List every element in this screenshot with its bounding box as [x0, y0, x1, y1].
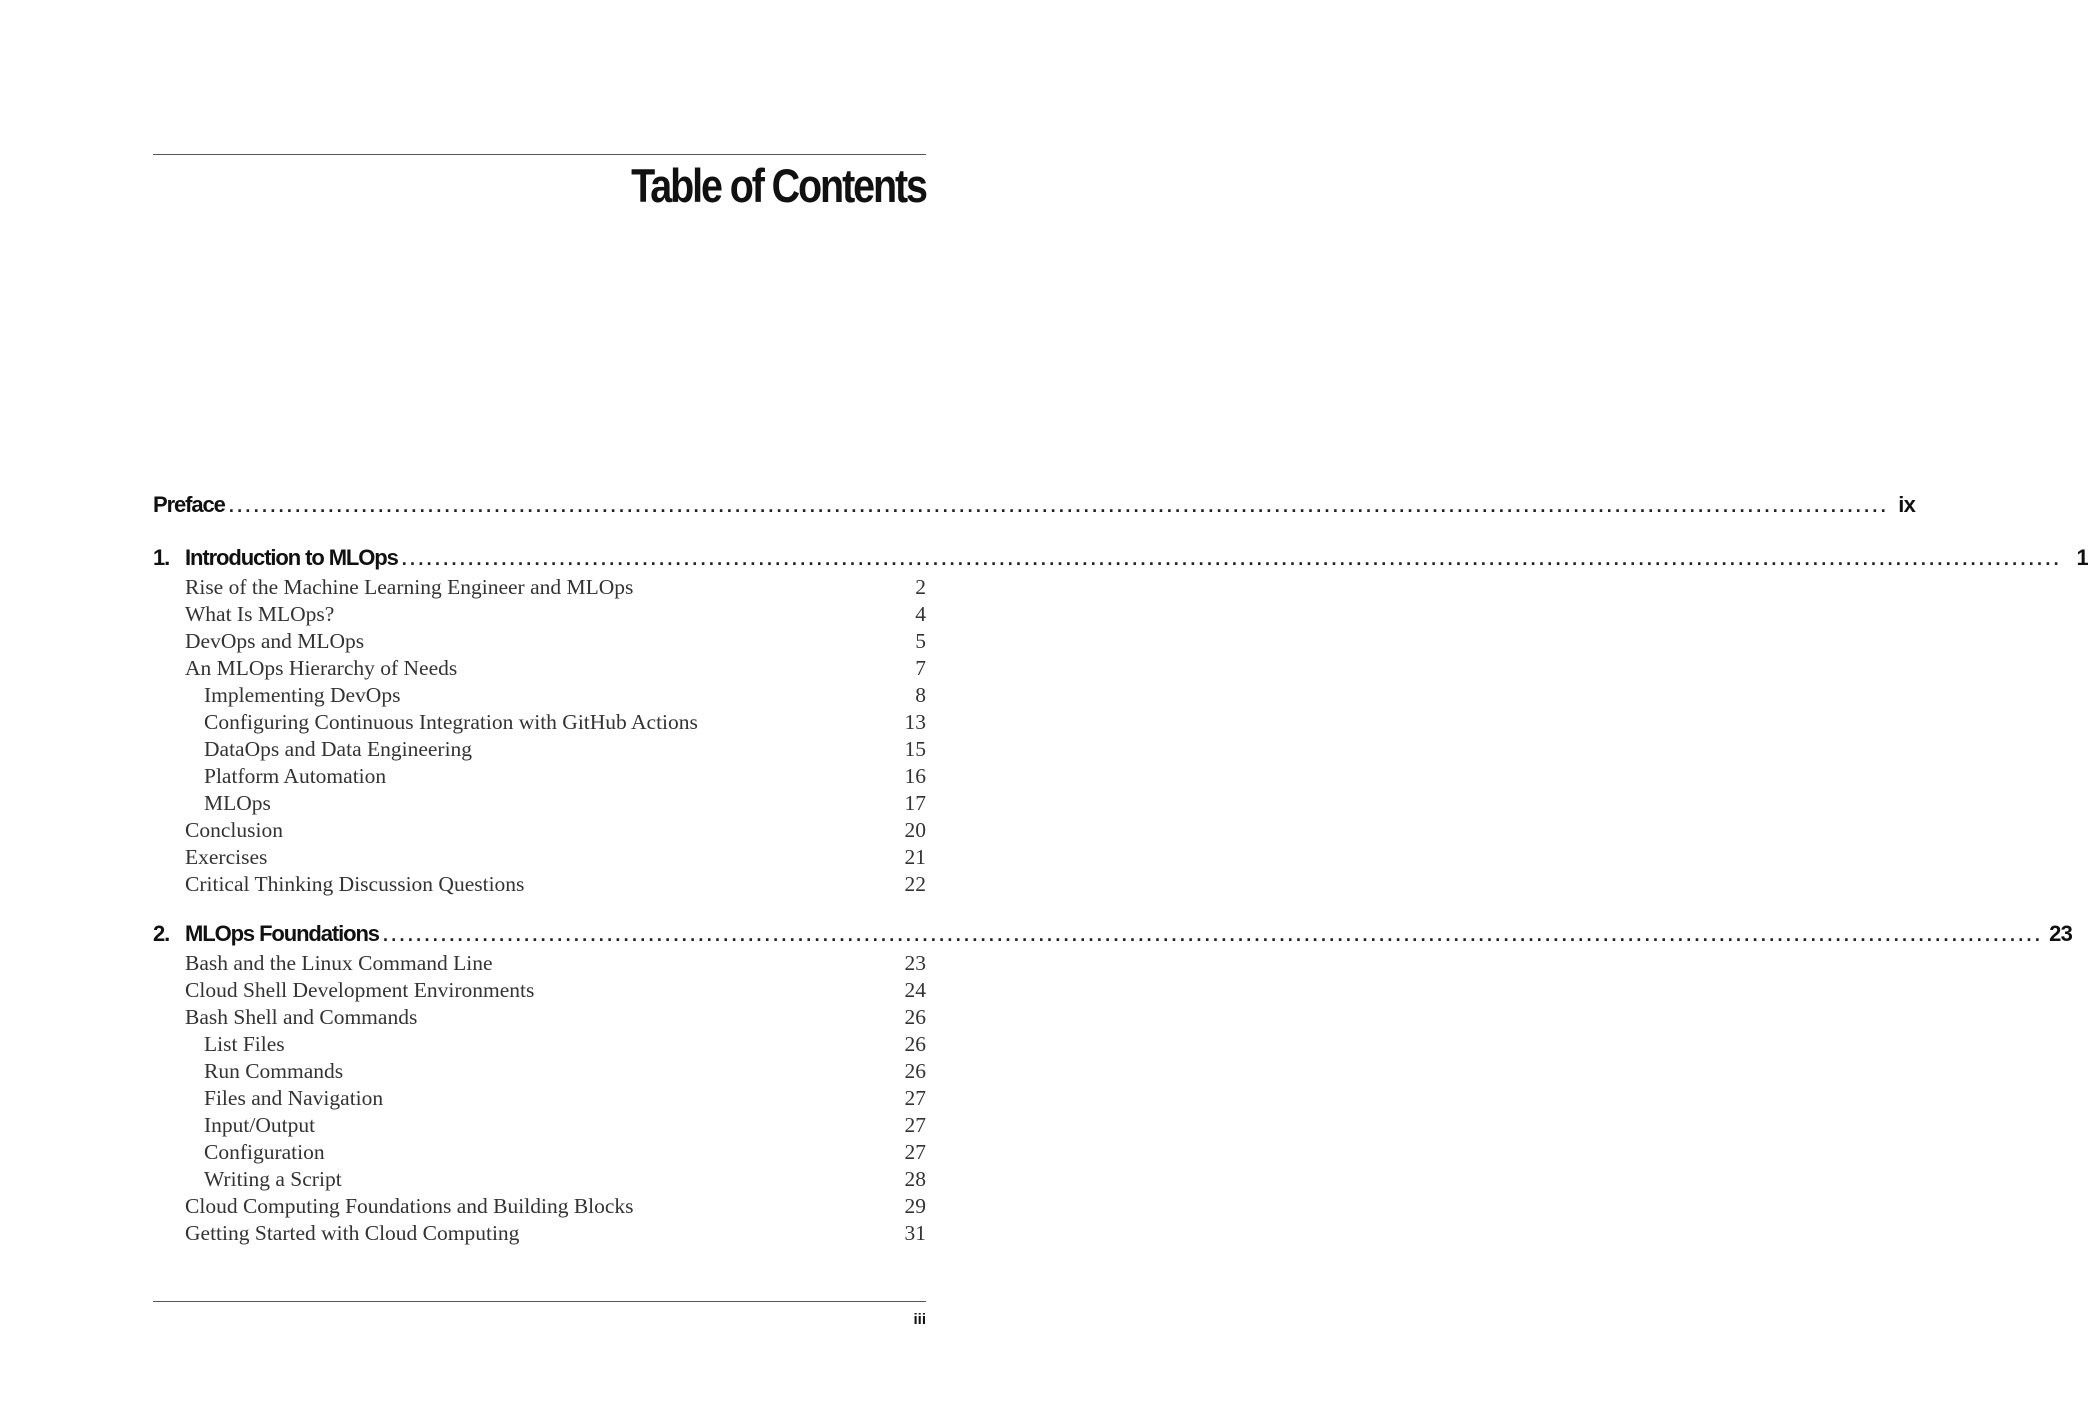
section-page: 20: [904, 818, 926, 842]
toc-subsection[interactable]: [153, 1086, 926, 1113]
subsection-title: Files and Navigation: [204, 1086, 384, 1110]
subsection-page: 8: [915, 683, 926, 707]
section-title: DevOps and MLOps: [185, 629, 365, 653]
toc-subsection[interactable]: [153, 791, 926, 818]
subsection-title: Input/Output: [204, 1113, 316, 1137]
toc-section[interactable]: [153, 845, 926, 872]
subsection-page: 27: [904, 1086, 926, 1110]
section-title: Bash Shell and Commands: [185, 1005, 418, 1029]
section-page: 5: [915, 629, 926, 653]
section-title: Conclusion: [185, 818, 283, 842]
subsection-page: 15: [904, 737, 926, 761]
section-page: 29: [904, 1194, 926, 1218]
subsection-title: Platform Automation: [204, 764, 387, 788]
toc-section[interactable]: [153, 978, 926, 1005]
section-page: 24: [904, 978, 926, 1002]
section-page: 22: [904, 872, 926, 896]
toc-section[interactable]: [153, 818, 926, 845]
section-page: 31: [904, 1221, 926, 1245]
subsection-title: Run Commands: [204, 1059, 344, 1083]
toc-section[interactable]: [153, 1194, 926, 1221]
subsection-title: MLOps: [204, 791, 271, 815]
subsection-title: List Files: [204, 1032, 285, 1056]
subsection-page: 26: [904, 1032, 926, 1056]
toc-subsection[interactable]: [153, 1059, 926, 1086]
section-title: Bash and the Linux Command Line: [185, 951, 493, 975]
toc-entry-preface[interactable]: [153, 492, 1916, 519]
toc-subsection[interactable]: [153, 1167, 926, 1194]
toc-chapter-2[interactable]: [153, 921, 2073, 951]
subsection-title: Implementing DevOps: [204, 683, 401, 707]
chapter-heading: [153, 545, 398, 571]
subsection-title: DataOps and Data Engineering: [204, 737, 473, 761]
preface-label: Preface: [153, 492, 225, 517]
chapter-page: 1: [2076, 545, 2088, 570]
page-number: iii: [913, 1311, 926, 1328]
toc-section[interactable]: [153, 1005, 926, 1032]
subsection-page: 26: [904, 1059, 926, 1083]
subsection-page: 27: [904, 1140, 926, 1164]
section-title: What Is MLOps?: [185, 602, 335, 626]
toc-subsection[interactable]: [153, 1113, 926, 1140]
toc-section[interactable]: [153, 872, 926, 899]
toc-subsection[interactable]: [153, 1140, 926, 1167]
toc-section[interactable]: [153, 656, 926, 683]
section-title: Getting Started with Cloud Computing: [185, 1221, 520, 1245]
chapter-title: Introduction to MLOps: [185, 545, 398, 570]
table-of-contents: [153, 492, 2088, 1248]
toc-section[interactable]: [153, 629, 926, 656]
subsection-page: 27: [904, 1113, 926, 1137]
toc-subsection[interactable]: [153, 737, 926, 764]
toc-section[interactable]: [153, 602, 926, 629]
toc-subsection[interactable]: [153, 1032, 926, 1059]
section-page: 7: [915, 656, 926, 680]
section-title: Exercises: [185, 845, 268, 869]
section-page: 4: [915, 602, 926, 626]
subsection-page: 13: [904, 710, 926, 734]
dot-leader: ........................................................................................................................................................................................................: [382, 925, 2044, 945]
toc-chapter-1[interactable]: [153, 545, 2088, 575]
section-page: 26: [904, 1005, 926, 1029]
page-title: Table of Contents: [631, 159, 926, 212]
section-title: Rise of the Machine Learning Engineer and MLOps: [185, 575, 634, 599]
subsection-page: 28: [904, 1167, 926, 1191]
subsection-title: Writing a Script: [204, 1167, 342, 1191]
chapter-page: 23: [2049, 921, 2073, 946]
section-title: Cloud Shell Development Environments: [185, 978, 535, 1002]
subsection-page: 16: [904, 764, 926, 788]
toc-section[interactable]: [153, 575, 926, 602]
toc-section[interactable]: [153, 1221, 926, 1248]
subsection-title: Configuration: [204, 1140, 325, 1164]
top-rule: [153, 154, 926, 155]
preface-page: ix: [1898, 492, 1916, 517]
chapter-number: 2.: [153, 921, 170, 946]
section-title: Critical Thinking Discussion Questions: [185, 872, 525, 896]
chapter-number: 1.: [153, 545, 170, 570]
toc-subsection[interactable]: [153, 710, 926, 737]
toc-section[interactable]: [153, 951, 926, 978]
section-page: 21: [904, 845, 926, 869]
section-title: Cloud Computing Foundations and Building Blocks: [185, 1194, 634, 1218]
chapter-title: MLOps Foundations: [185, 921, 379, 946]
subsection-title: Configuring Continuous Integration with GitHub Actions: [204, 710, 698, 734]
dot-leader: ........................................................................................................................................................................................................: [401, 549, 2062, 569]
dot-leader: ........................................................................................................................................................................................................: [228, 496, 1890, 516]
section-page: 23: [904, 951, 926, 975]
section-title: An MLOps Hierarchy of Needs: [185, 656, 458, 680]
toc-subsection[interactable]: [153, 683, 926, 710]
section-page: 2: [915, 575, 926, 599]
bottom-rule: [153, 1301, 926, 1302]
subsection-page: 17: [904, 791, 926, 815]
toc-subsection[interactable]: [153, 764, 926, 791]
chapter-heading: [153, 921, 379, 947]
